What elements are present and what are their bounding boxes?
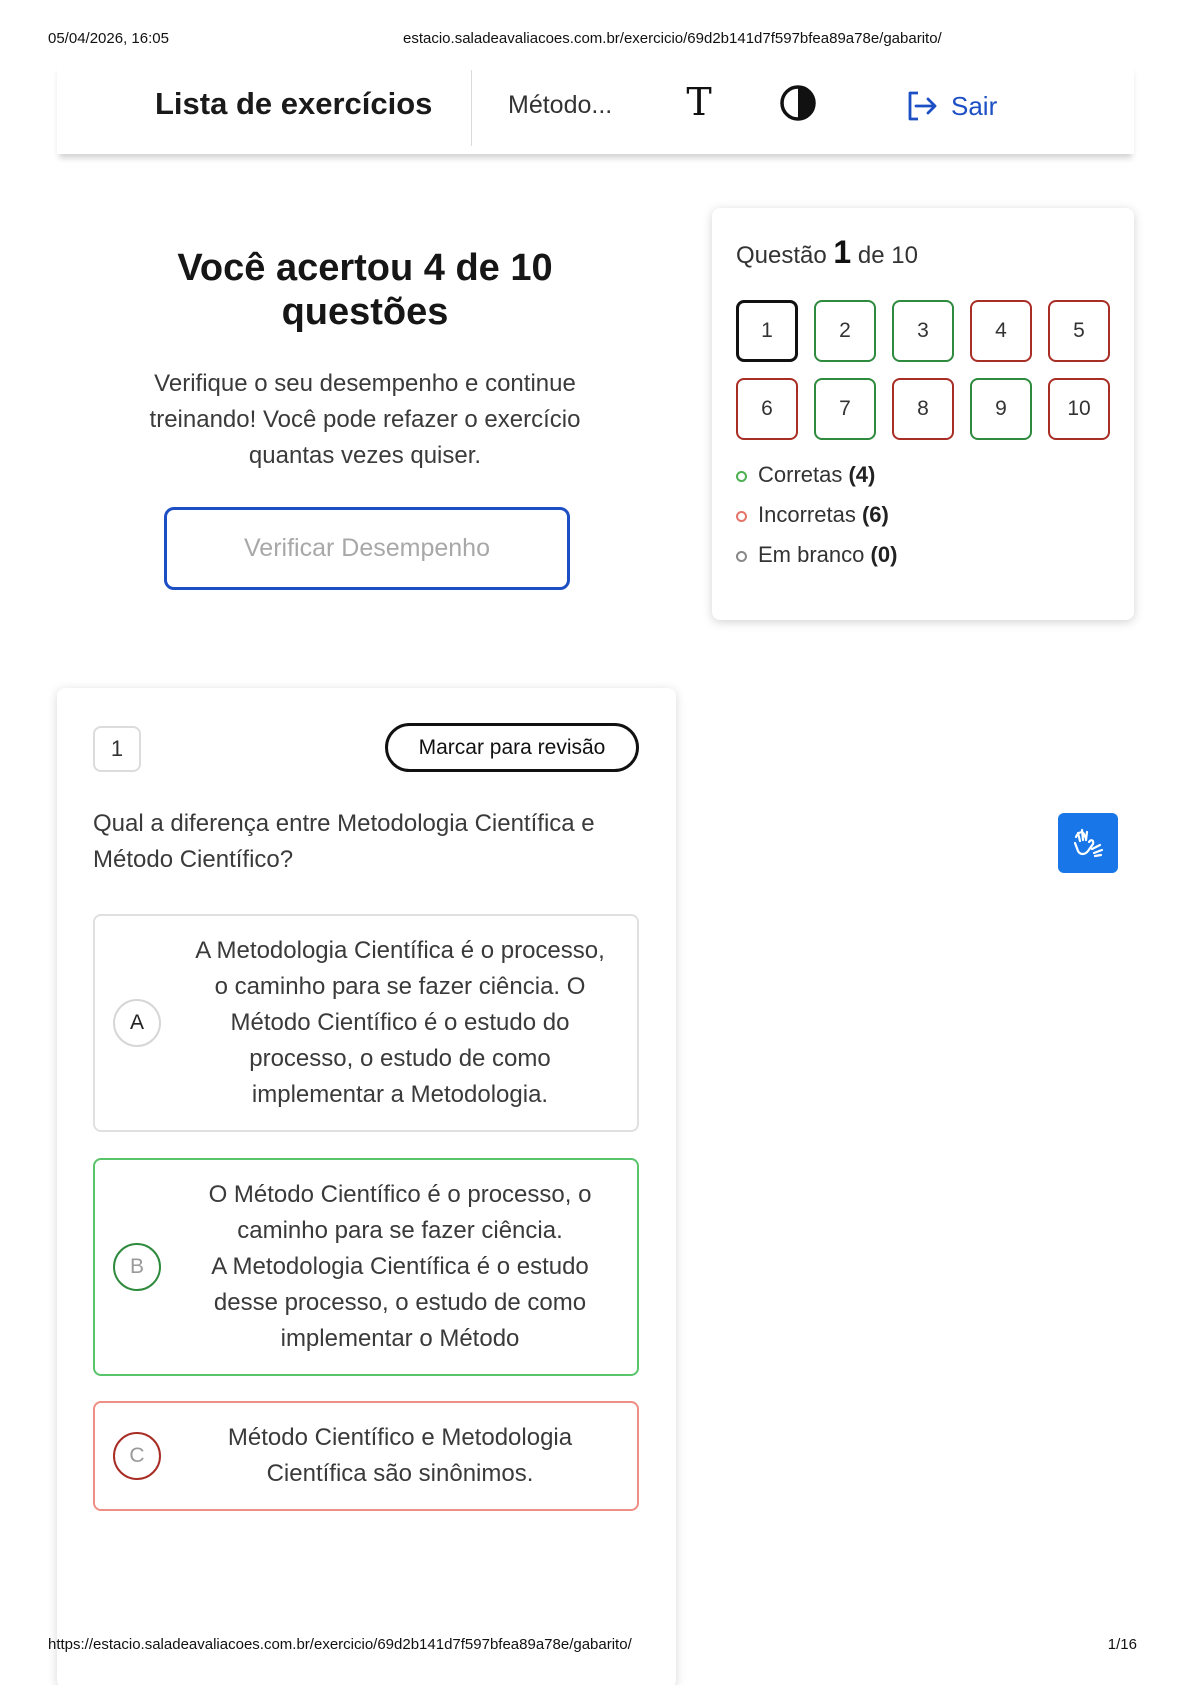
option-b-text: O Método Científico é o processo, o caminho para se fazer ciência. A Metodologia Científica é o estudo desse processo, o estudo de como implementar o Método: [208, 1181, 592, 1352]
question-button-9[interactable]: 9: [970, 378, 1032, 440]
font-size-icon[interactable]: T: [686, 80, 712, 124]
question-button-4[interactable]: 4: [970, 300, 1032, 362]
sign-language-button[interactable]: [1058, 813, 1118, 873]
legend-correct-count: (4): [848, 462, 876, 487]
question-card: [57, 688, 676, 1685]
legend-blank-count: (0): [870, 542, 898, 567]
question-button-2[interactable]: 2: [814, 300, 876, 362]
result-summary: [120, 246, 610, 474]
result-message: Verifique o seu desempenho e continue treinando! Você pode refazer o exercício quantas vezes quiser.: [149, 370, 581, 469]
score-headline: Você acertou 4 de 10 questões: [177, 247, 553, 333]
check-performance-button[interactable]: Verificar Desempenho: [164, 507, 570, 590]
question-button-8[interactable]: 8: [892, 378, 954, 440]
sign-language-icon: [1068, 823, 1108, 863]
question-button-5[interactable]: 5: [1048, 300, 1110, 362]
page-title: Lista de exercícios: [155, 86, 433, 121]
navbar-divider: [471, 70, 472, 146]
question-button-10[interactable]: 10: [1048, 378, 1110, 440]
option-c[interactable]: [93, 1401, 639, 1511]
legend-incorrect-count: (6): [861, 502, 889, 527]
question-button-6[interactable]: 6: [736, 378, 798, 440]
exit-label: Sair: [951, 90, 998, 121]
counter-current: 1: [833, 234, 852, 270]
legend-correct-label: Corretas: [758, 462, 843, 487]
exit-button[interactable]: [905, 86, 997, 126]
option-c-text: Método Científico e Metodologia Científica são sinônimos.: [227, 1424, 573, 1487]
question-button-1[interactable]: 1: [736, 300, 798, 362]
legend-correct-dot: [736, 471, 747, 482]
counter-suffix: de 10: [857, 242, 918, 269]
print-datetime: 05/04/2026, 16:05: [48, 30, 169, 47]
mark-for-review-button[interactable]: Marcar para revisão: [385, 723, 639, 772]
print-page-number: 1/16: [1107, 1636, 1137, 1653]
subject-name[interactable]: Método...: [508, 91, 613, 119]
top-navbar: [57, 64, 1134, 154]
question-counter: [736, 234, 918, 271]
option-a-letter: A: [113, 999, 161, 1047]
option-a-text: A Metodologia Científica é o processo, o caminho para se fazer ciência. O Método Científico é o estudo do processo, o estudo de como implementar a Metodologia.: [195, 937, 605, 1108]
question-navigator: [712, 208, 1134, 620]
option-b-letter: B: [113, 1243, 161, 1291]
logout-icon: [905, 89, 939, 123]
legend-blank-dot: [736, 551, 747, 562]
option-c-letter: C: [113, 1432, 161, 1480]
question-text: Qual a diferença entre Metodologia Científica e Método Científico?: [93, 810, 595, 873]
legend-incorrect-label: Incorretas: [758, 502, 856, 527]
question-button-7[interactable]: 7: [814, 378, 876, 440]
option-b[interactable]: [93, 1158, 639, 1376]
question-number: 1: [93, 726, 141, 772]
contrast-icon[interactable]: [779, 84, 817, 122]
print-header: [48, 30, 1143, 50]
print-url-bottom: https://estacio.saladeavaliacoes.com.br/exercicio/69d2b141d7f597bfea89a78e/gabarito/: [48, 1636, 632, 1653]
print-footer: [48, 1636, 1143, 1656]
counter-prefix: Questão: [736, 242, 827, 269]
question-button-3[interactable]: 3: [892, 300, 954, 362]
option-a[interactable]: [93, 914, 639, 1132]
legend-incorrect-dot: [736, 511, 747, 522]
print-url-top: estacio.saladeavaliacoes.com.br/exercicio/69d2b141d7f597bfea89a78e/gabarito/: [403, 30, 942, 47]
legend-blank-label: Em branco: [758, 542, 865, 567]
